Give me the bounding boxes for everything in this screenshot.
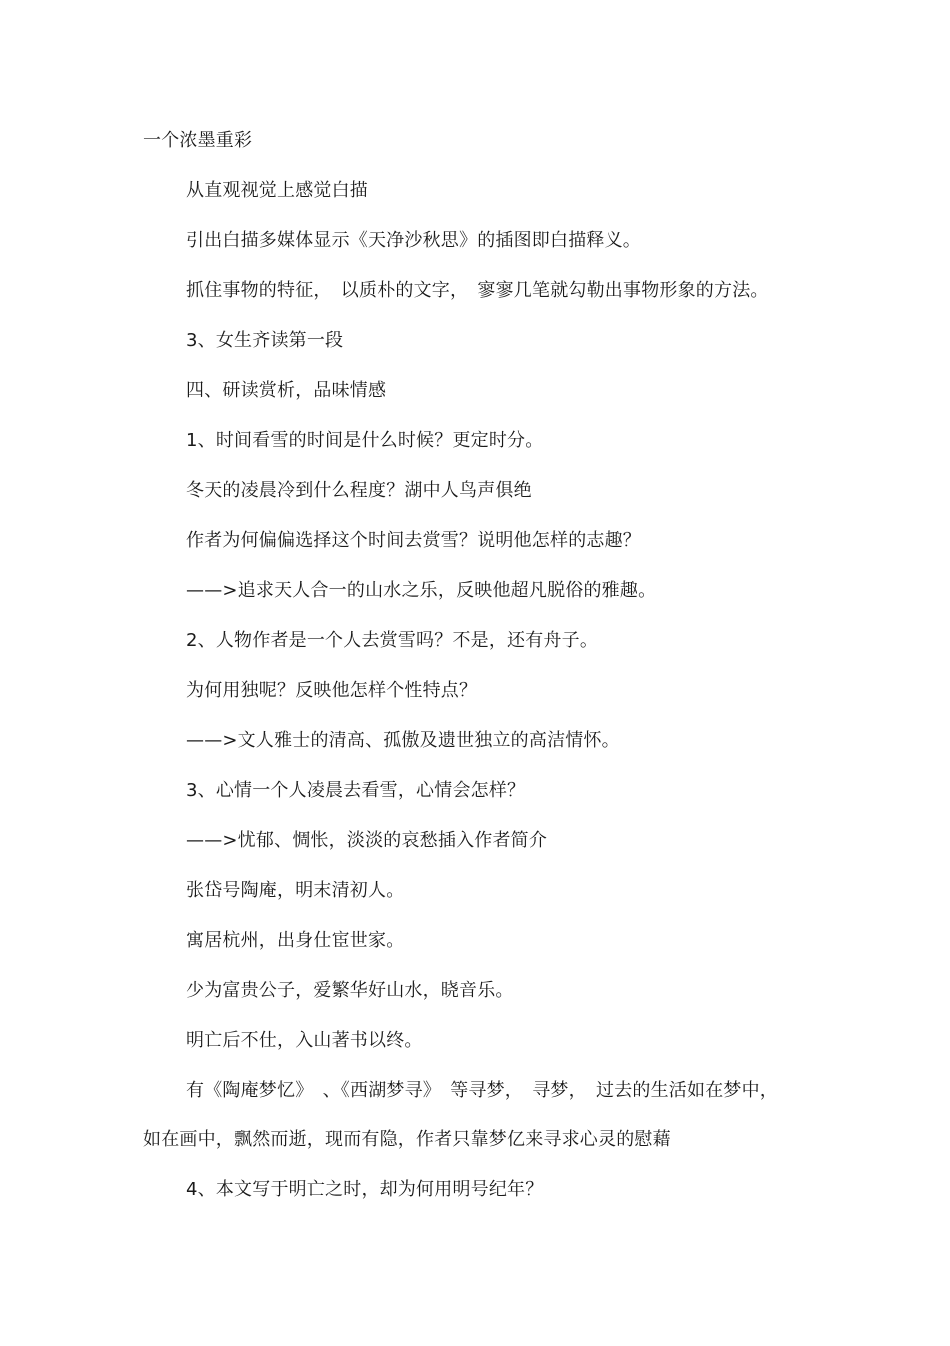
text-line: 3、心情一个人凌晨去看雪，心情会怎样？ [186, 780, 526, 801]
text-line: 3、女生齐读第一段 [186, 330, 344, 351]
text-line: ——>追求天人合一的山水之乐，反映他超凡脱俗的雅趣。 [186, 580, 657, 601]
text-line: 张岱号陶庵，明末清初人。 [186, 880, 405, 901]
text-line: 少为富贵公子，爱繁华好山水，晓音乐。 [186, 980, 514, 1001]
text-line-heading: 一个浓墨重彩 [143, 130, 253, 151]
text-line: 为何用独呢？反映他怎样个性特点？ [186, 680, 478, 701]
text-line: 抓住事物的特征， 以质朴的文字， 寥寥几笔就勾勒出事物形象的方法。 [186, 280, 769, 301]
text-line: 如在画中，飘然而逝，现而有隐，作者只靠梦亿来寻求心灵的慰藉 [143, 1129, 671, 1150]
text-line: 冬天的凌晨冷到什么程度？湖中人鸟声俱绝 [186, 480, 532, 501]
text-line: ——>忧郁、惆怅，淡淡的哀愁插入作者简介 [186, 830, 548, 851]
text-line: 4、本文写于明亡之时，却为何用明号纪年？ [186, 1179, 544, 1200]
section-heading: 四、研读赏析，品味情感 [186, 380, 387, 401]
text-line: 引出白描多媒体显示《天净沙秋思》的插图即白描释义。 [186, 230, 641, 251]
text-line: 寓居杭州，出身仕宦世家。 [186, 930, 405, 951]
text-line: 有《陶庵梦忆》 、《西湖梦寻》 等寻梦， 寻梦， 过去的生活如在梦中， [186, 1080, 778, 1101]
text-line: 从直观视觉上感觉白描 [186, 180, 368, 201]
text-line: ——>文人雅士的清高、孤傲及遗世独立的高洁情怀。 [186, 730, 620, 751]
text-line: 明亡后不仕，入山著书以终。 [186, 1030, 423, 1051]
text-line: 作者为何偏偏选择这个时间去赏雪？说明他怎样的志趣？ [186, 530, 641, 551]
text-line: 2、人物作者是一个人去赏雪吗？不是，还有舟子。 [186, 630, 599, 651]
text-line: 1、时间看雪的时间是什么时候？更定时分。 [186, 430, 544, 451]
